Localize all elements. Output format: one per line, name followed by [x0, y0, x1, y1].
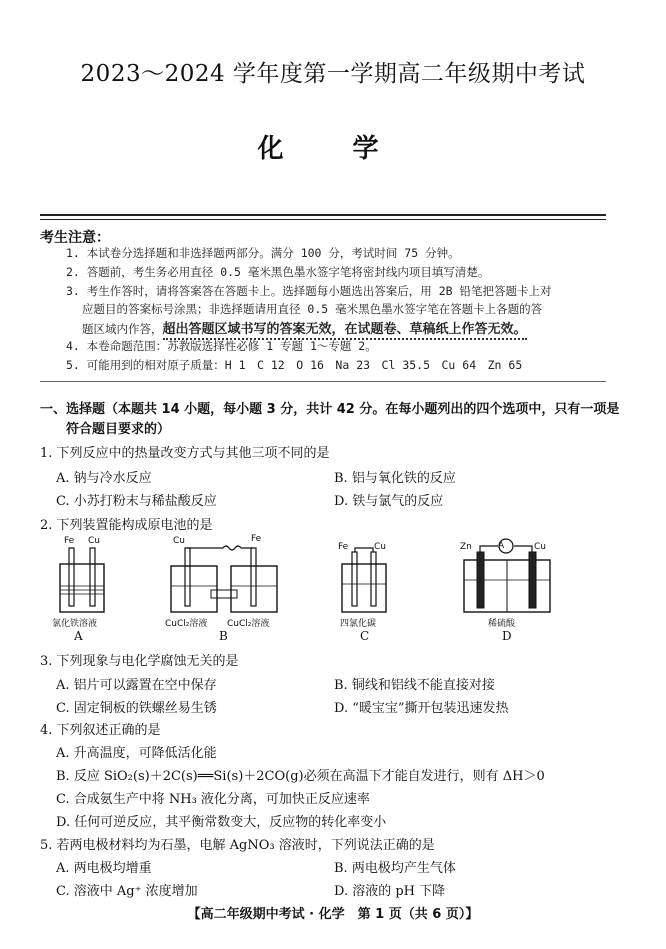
apparatus-b	[165, 534, 285, 644]
apparatus-c-beaker	[334, 546, 394, 616]
top-rule-thin	[40, 219, 606, 220]
notice-item-2: 2. 答题前，考生务必用直径 0.5 毫米黑色墨水签字笔将密封线内项目填写清楚。	[66, 265, 490, 279]
q4-option-b: B. 反应 SiO₂(s)＋2C(s)══Si(s)＋2CO(g)必须在高温下才能自发进行，则有 ΔH＞0	[56, 769, 545, 784]
apparatus-a-beaker	[52, 546, 112, 616]
apparatus-d	[458, 534, 558, 644]
q1-option-a: A. 钠与冷水反应	[56, 471, 152, 486]
apparatus-c-label: C	[360, 629, 370, 643]
notice-item-3-cont: 应题目的答案标号涂黑；非选择题请用直径 0.5 毫米黑色墨水签字笔在答题卡上各题的答	[82, 302, 543, 316]
ammeter-label: A	[498, 541, 505, 551]
q4-option-c: C. 合成氨生产中将 NH₃ 液化分离，可加快正反应速率	[56, 792, 370, 807]
apparatus-d-label: D	[502, 629, 512, 643]
notice-item-4: 4. 本卷命题范围：苏教版选择性必修 1 专题 1～专题 2。	[66, 339, 377, 353]
q1-option-c: C. 小苏打粉末与稀盐酸反应	[56, 494, 217, 509]
apparatus-b-solution-right: CuCl₂溶液	[227, 619, 270, 629]
apparatus-c-solution: 四氯化碳	[340, 619, 377, 629]
q3-option-d: D. “暖宝宝”撕开包装迅速发热	[334, 701, 509, 716]
apparatus-b-electrode-1: Cu	[173, 536, 185, 546]
q5-option-d: D. 溶液的 pH 下降	[334, 884, 446, 899]
apparatus-c	[334, 534, 394, 644]
notice-item-3-end-text: 题区域内作答，	[82, 322, 163, 336]
q4-option-d: D. 任何可逆反应，其平衡常数变大，反应物的转化率变小	[56, 815, 387, 830]
apparatus-b-beakers	[165, 542, 285, 618]
q5-option-a: A. 两电极均增重	[56, 861, 152, 876]
apparatus-a-label: A	[74, 629, 83, 643]
q1-stem: 1. 下列反应中的热量改变方式与其他三项不同的是	[40, 446, 330, 461]
apparatus-d-electrode-2: Cu	[534, 542, 546, 552]
q1-option-d: D. 铁与氯气的反应	[334, 494, 444, 509]
apparatus-b-electrode-2: Fe	[251, 534, 262, 544]
top-rule	[40, 214, 606, 216]
notice-item-3: 3. 考生作答时，请将答案答在答题卡上。选择题每小题选出答案后，用 2B 铅笔把答题卡上对	[66, 284, 552, 298]
q5-stem: 5. 若两电极材料均为石墨，电解 AgNO₃ 溶液时，下列说法正确的是	[40, 838, 435, 853]
apparatus-c-electrode-1: Fe	[338, 542, 349, 552]
apparatus-a	[52, 534, 112, 644]
notice-item-1: 1. 本试卷分选择题和非选择题两部分。满分 100 分，考试时间 75 分钟。	[66, 246, 460, 260]
apparatus-d-solution: 稀硫酸	[488, 619, 516, 629]
exam-title: 2023～2024 学年度第一学期高二年级期中考试	[80, 61, 586, 87]
q3-option-a: A. 铝片可以露置在空中保存	[56, 678, 217, 693]
q5-option-c: C. 溶液中 Ag⁺ 浓度增加	[56, 884, 198, 899]
apparatus-a-electrode-1: Fe	[64, 536, 75, 546]
apparatus-c-electrode-2: Cu	[374, 542, 386, 552]
subject-title: 化 学	[257, 134, 409, 164]
q1-option-b: B. 铝与氧化铁的反应	[334, 471, 456, 486]
notice-rule	[40, 381, 606, 382]
apparatus-b-solution-left: CuCl₂溶液	[165, 619, 208, 629]
notice-emphasis: 超出答题区域书写的答案无效，在试题卷、草稿纸上作答无效。	[163, 322, 527, 340]
q4-option-a: A. 升高温度，可降低活化能	[56, 746, 217, 761]
q3-option-c: C. 固定铜板的铁螺丝易生锈	[56, 701, 217, 716]
section1-line2: 符合题目要求的）	[66, 422, 171, 437]
notice-item-3-end	[82, 318, 527, 337]
apparatus-a-solution: 氯化铁溶液	[52, 619, 98, 629]
q2-stem: 2. 下列装置能构成原电池的是	[40, 518, 213, 533]
section1-line1: 一、选择题（本题共 14 小题，每小题 3 分，共计 42 分。在每小题列出的四个选项中，只有一项是	[40, 402, 620, 417]
apparatus-b-label: B	[219, 629, 228, 643]
notice-item-5: 5. 可能用到的相对原子质量：H 1 C 12 O 16 Na 23 Cl 35.5 Cu 64 Zn 65	[66, 358, 523, 372]
q5-option-b: B. 两电极均产生气体	[334, 861, 456, 876]
notice-heading: 考生注意：	[40, 230, 110, 246]
q3-stem: 3. 下列现象与电化学腐蚀无关的是	[40, 654, 239, 669]
q4-stem: 4. 下列叙述正确的是	[40, 723, 161, 738]
q3-option-b: B. 铜线和铝线不能直接对接	[334, 678, 495, 693]
page-footer: 【高二年级期中考试 · 化学 第 1 页（共 6 页）】	[187, 907, 479, 922]
apparatus-a-electrode-2: Cu	[88, 536, 100, 546]
apparatus-d-electrode-1: Zn	[460, 542, 472, 552]
apparatus-d-beaker	[458, 538, 558, 618]
